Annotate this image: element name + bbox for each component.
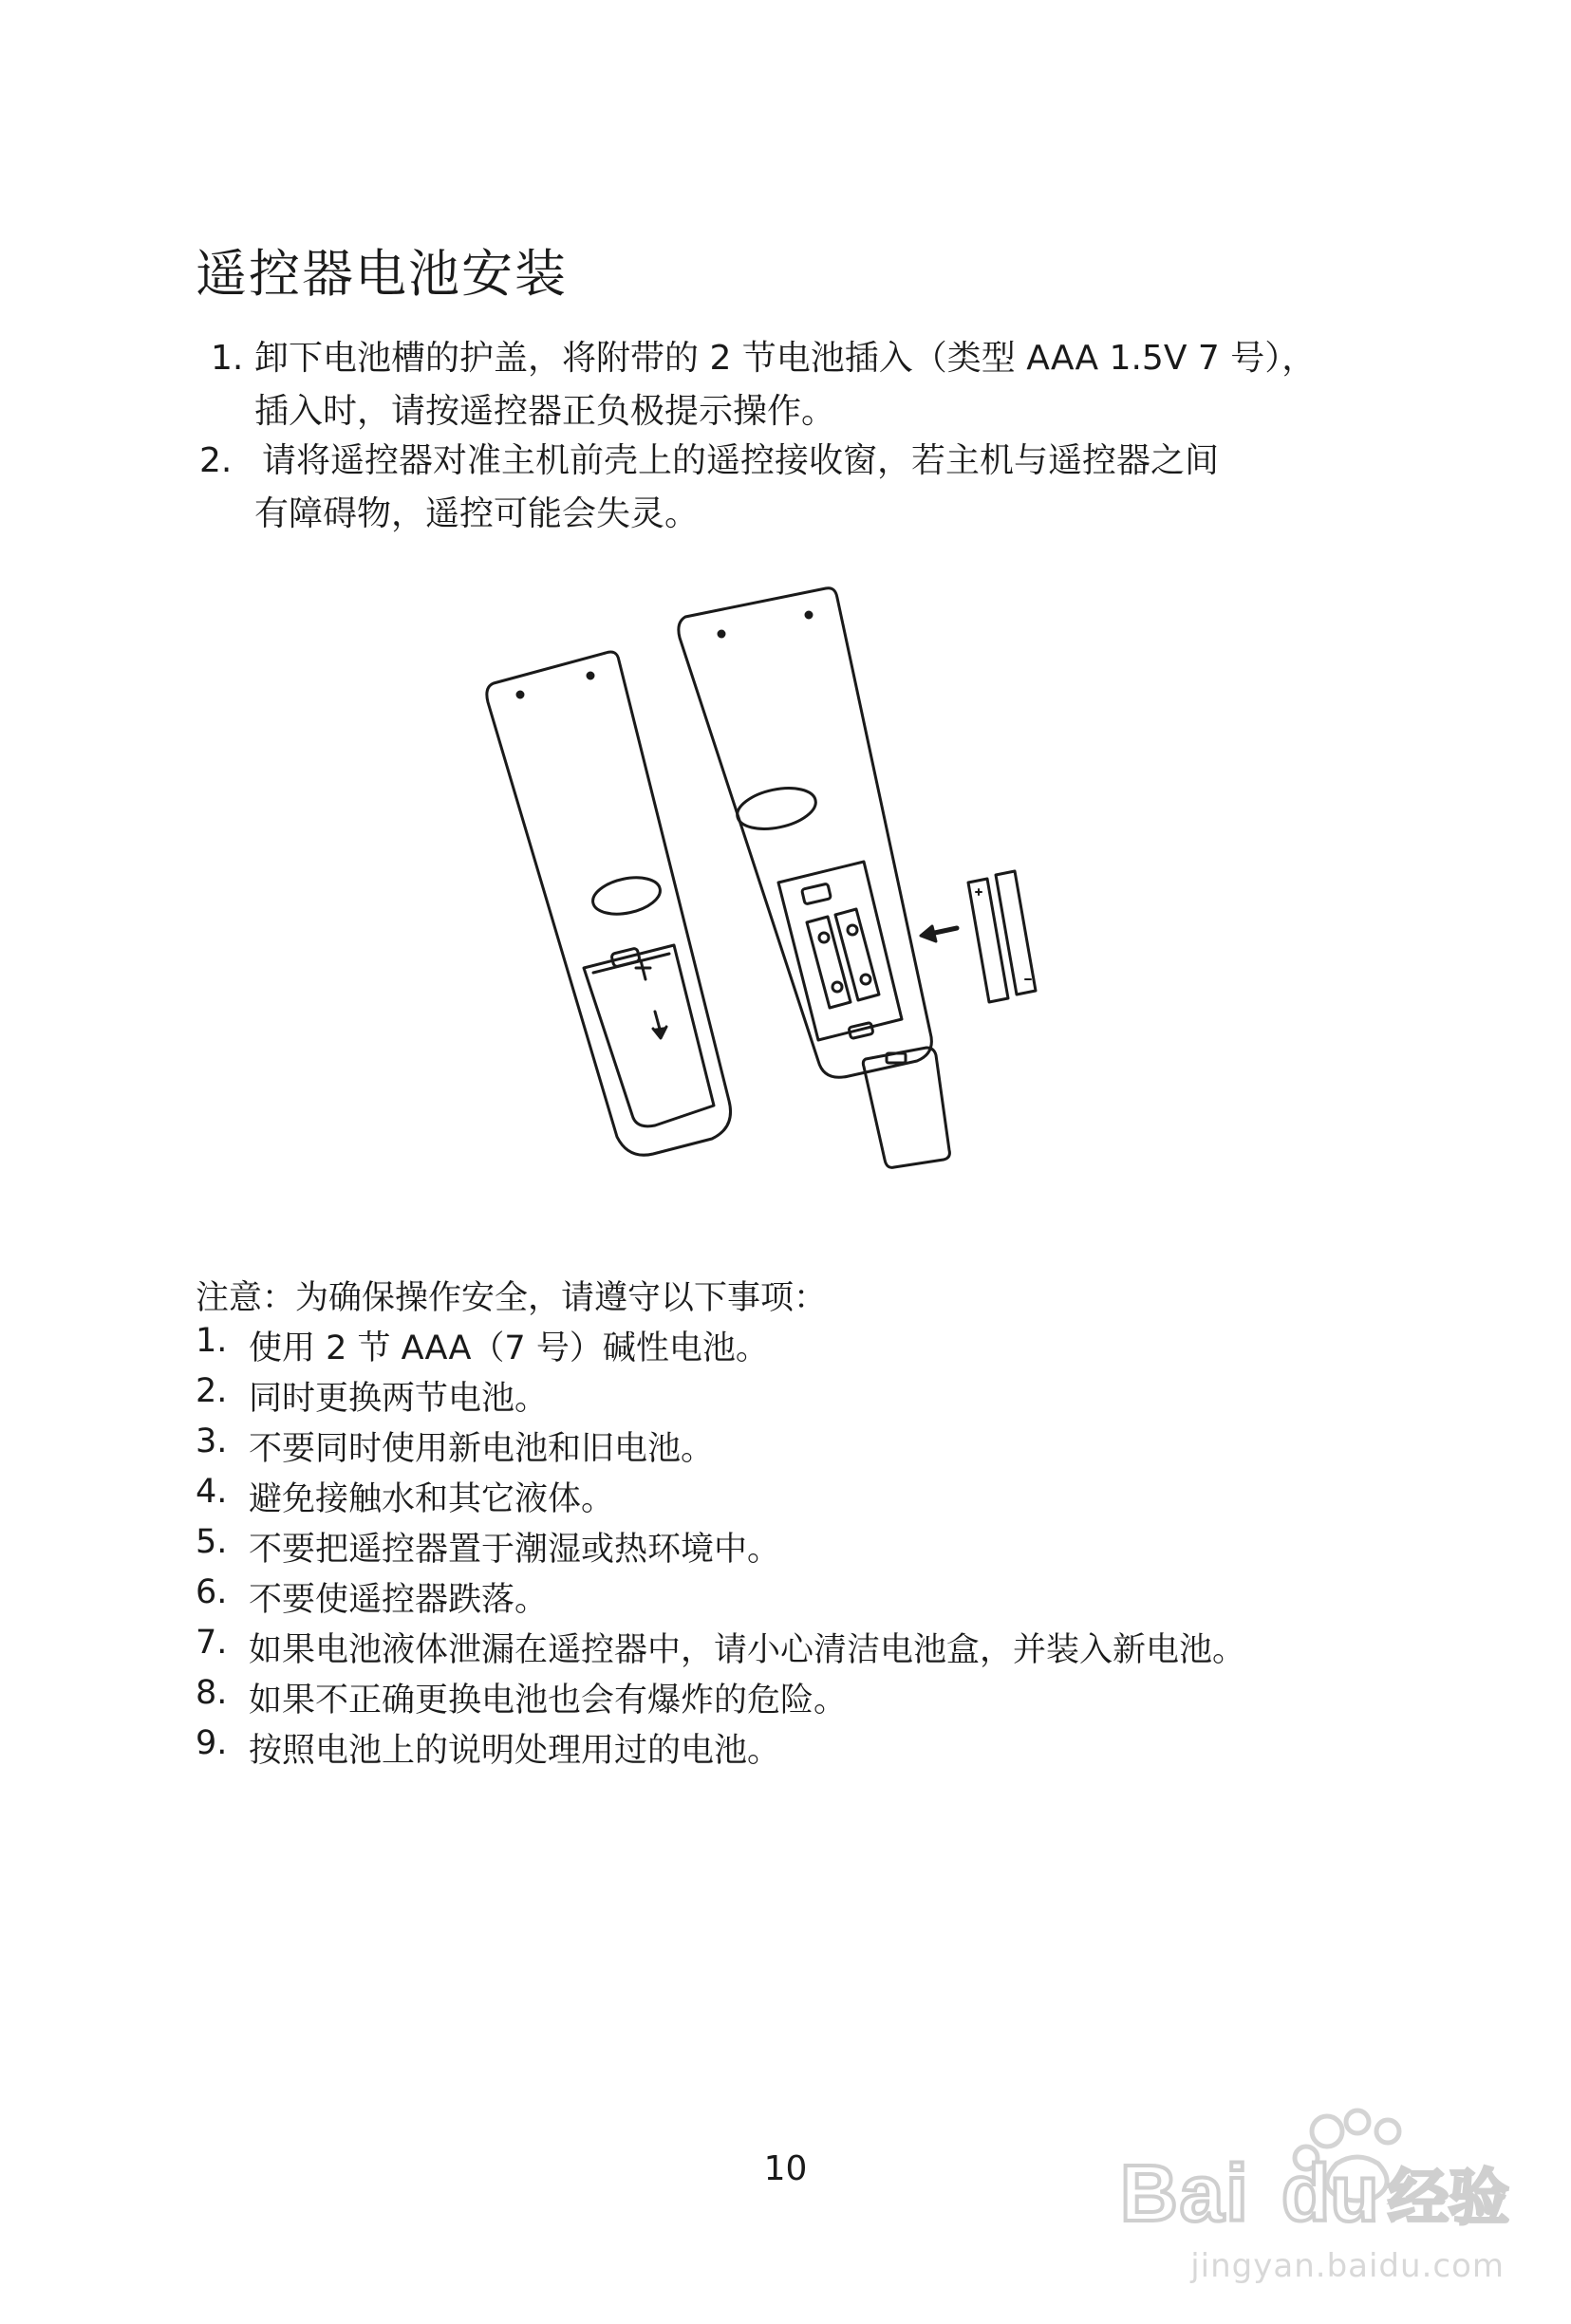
list-number: 2.: [196, 1372, 228, 1410]
list-text: 使用 2 节 AAA（7 号）碱性电池。: [249, 1329, 769, 1367]
list-text: 如果不正确更换电池也会有爆炸的危险。: [249, 1682, 848, 1720]
notes-heading: 注意：为确保操作安全，请遵守以下事项：: [196, 1279, 828, 1317]
list-item: [196, 1473, 827, 1523]
list-item: [196, 1422, 827, 1473]
list-item: [196, 1322, 827, 1372]
list-text: 避免接触水和其它液体。: [249, 1480, 615, 1518]
list-item: [196, 1523, 827, 1573]
step-text-line1: 请将遥控器对准主机前壳上的遥控接收窗，若主机与遥控器之间: [262, 441, 1220, 480]
step-number: 2.: [199, 441, 233, 480]
page-number: 10: [763, 2149, 808, 2188]
watermark-url: jingyan.baidu.com: [1190, 2247, 1505, 2285]
remote-right-icon: [679, 588, 950, 1168]
list-text: 如果电池液体泄漏在遥控器中，请小心清洁电池盒，并装入新电池。: [249, 1631, 1246, 1669]
aaa-battery-icon: [968, 871, 1036, 1002]
step-text-line2: 插入时，请按遥控器正负极提示操作。: [254, 392, 836, 431]
list-item: [196, 1372, 827, 1422]
svg-text:Bai: Bai: [1120, 2148, 1250, 2238]
list-number: 4.: [196, 1473, 228, 1511]
remote-left-icon: [487, 652, 731, 1155]
list-item: [196, 1674, 848, 1724]
step-text-line2: 有障碍物，遥控可能会失灵。: [254, 494, 700, 533]
step-text-line1: 卸下电池槽的护盖，将附带的 2 节电池插入（类型 AAA 1.5V 7 号），: [254, 339, 1317, 378]
list-item: [196, 1624, 1246, 1674]
list-item: [196, 1573, 827, 1624]
list-number: 9.: [196, 1724, 228, 1762]
list-number: 8.: [196, 1674, 228, 1712]
safety-notes: [196, 1272, 1246, 1775]
battery-installation-illustration: [475, 569, 1082, 1253]
list-number: 1.: [196, 1322, 228, 1360]
page-title: 遥控器电池安装: [196, 244, 568, 304]
list-number: 5.: [196, 1523, 228, 1561]
svg-text:du: du: [1281, 2148, 1379, 2238]
list-text: 不要把遥控器置于潮湿或热环境中。: [249, 1531, 781, 1569]
svg-text:经验: 经验: [1388, 2164, 1509, 2234]
list-number: 3.: [196, 1422, 228, 1460]
list-text: 按照电池上的说明处理用过的电池。: [249, 1732, 781, 1770]
list-number: 7.: [196, 1624, 228, 1662]
step-number: 1.: [211, 339, 244, 378]
list-text: 同时更换两节电池。: [249, 1380, 549, 1418]
list-text: 不要同时使用新电池和旧电池。: [249, 1430, 715, 1468]
list-text: 不要使遥控器跌落。: [249, 1581, 549, 1619]
list-item: [196, 1724, 827, 1775]
list-number: 6.: [196, 1573, 228, 1611]
